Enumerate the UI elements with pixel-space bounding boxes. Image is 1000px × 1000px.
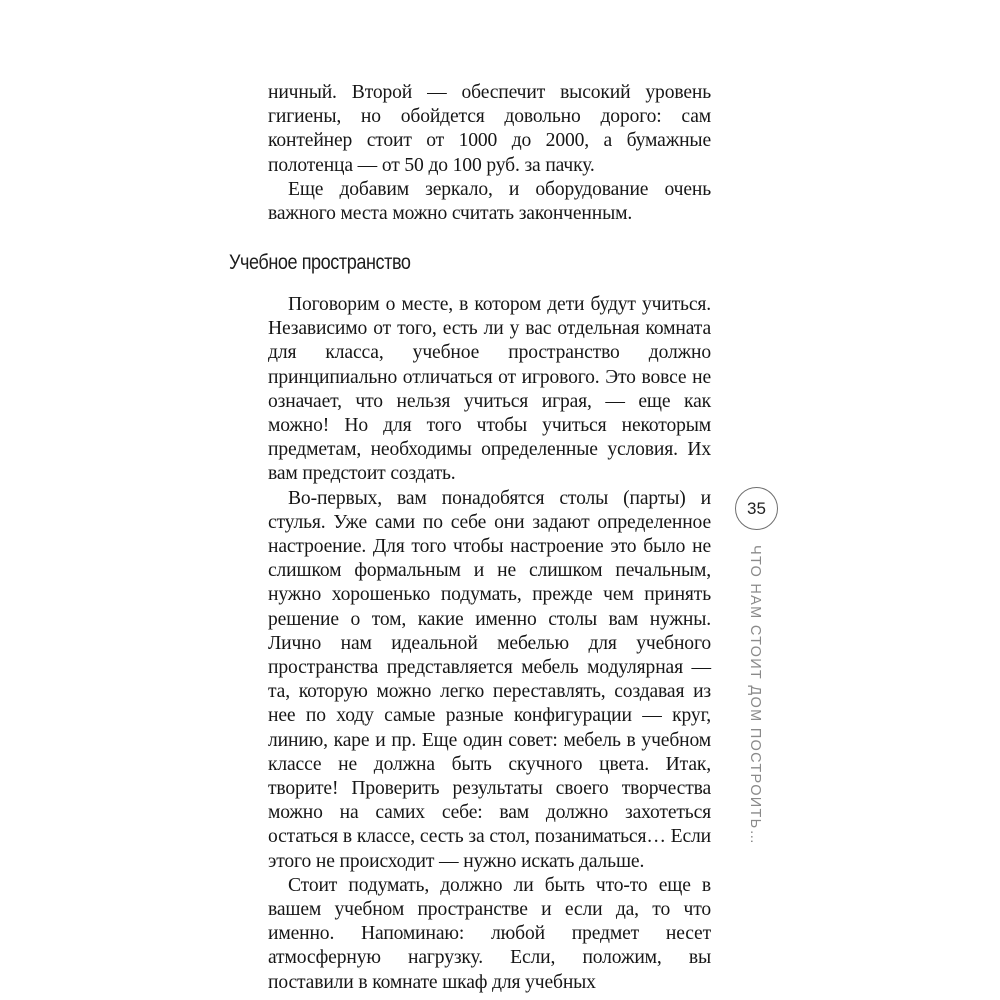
running-title: ЧТО НАМ СТОИТ ДОМ ПОСТРОИТЬ… [747, 545, 763, 846]
section-paragraph-2: Во-первых, вам понадобятся столы (парты) и стулья. Уже сами по себе они задают определенное настроение. Для того чтобы настроение это было не слишком формальным и не слишком печальным, нужно хорошенько подумать, прежде чем принять решение о том, какие именно столы вам нужны. Лично нам идеальной мебелью для учебного пространства представляется мебель модулярная — та, которую можно легко переставлять, создавая из нее по ходу самые разные конфигурации — круг, линию, каре и пр. Еще один совет: мебель в учебном классе не должна быть скучного цвета. Итак, творите! Проверить результаты своего творчества можно на самих себе: вам должно захотеться остаться в классе, сесть за стол, позаниматься… Если этого не происходит — нужно искать дальше. [268, 487, 711, 872]
section-heading: Учебное пространство [229, 251, 411, 274]
section-paragraph-3: Стоит подумать, должно ли быть что-то еще в вашем учебном пространстве и если да, то что именно. Напоминаю: любой предмет несет атмосферную нагрузку. Если, положим, вы поставили в комнате шкаф для учебных [268, 874, 711, 993]
section-paragraph-1: Поговорим о месте, в котором дети будут учиться. Независимо от того, есть ли у вас отдельная комната для класса, учебное пространство должно принципиально отличаться от игрового. Это вовсе не означает, что нельзя учиться играя, — еще как можно! Но для того чтобы учиться некоторым предметам, необходимы определенные условия. Их вам предстоит создать. [268, 294, 711, 485]
continuation-paragraph-1: ничный. Второй — обеспечит высокий уровень гигиены, но обойдется довольно дорого: сам контейнер стоит от 1000 до 2000, а бумажные полотенца — от 50 до 100 руб. за пачку. [268, 82, 711, 176]
page-number-badge [735, 487, 778, 530]
section-body [268, 293, 711, 995]
continuation-text [268, 81, 711, 226]
page-number: 35 [747, 498, 766, 518]
continuation-paragraph-2: Еще добавим зеркало, и оборудование очень важного места можно считать законченным. [268, 178, 711, 225]
